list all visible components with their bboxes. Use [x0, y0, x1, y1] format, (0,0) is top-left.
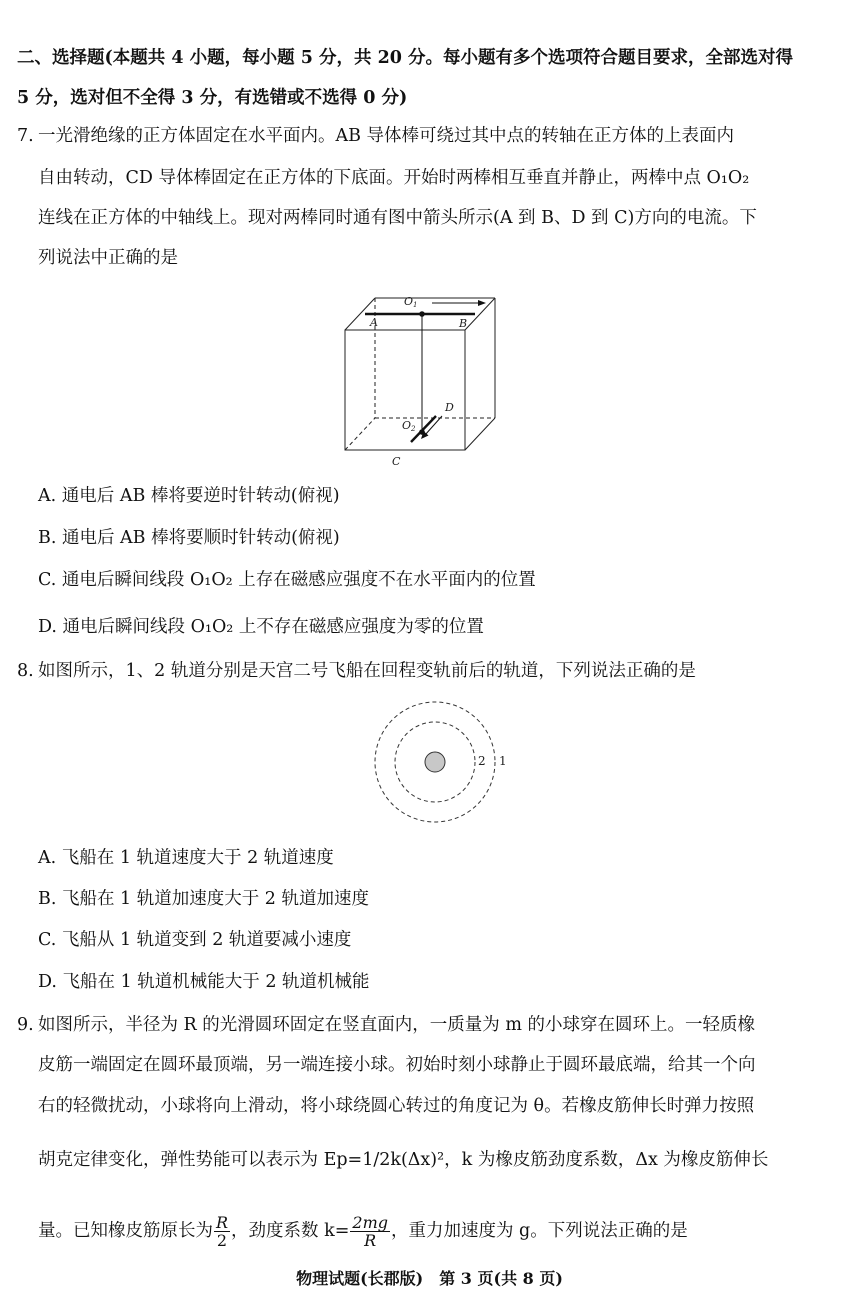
q9-text-line1: 如图所示，半径为 R 的光滑圆环固定在竖直面内，一质量为 m 的小球穿在圆环上。一轻质橡	[38, 1015, 756, 1035]
q9-text-line4: 胡克定律变化，弹性势能可以表示为 Ep=1/2k(Δx)²，k 为橡皮筋劲度系数，Δx 为橡皮筋伸长	[38, 1150, 769, 1170]
label-D: D	[445, 401, 454, 414]
label-O2: O2	[402, 419, 416, 433]
q9-number: 9.	[17, 1015, 34, 1035]
section-header-line1: 二、选择题(本题共 4 小题，每小题 5 分，共 20 分。每小题有多个选项符合题目要求，全部选对得	[17, 48, 794, 68]
q7-option-a: A. 通电后 AB 棒将要逆时针转动(俯视)	[38, 486, 340, 506]
q8-number: 8.	[17, 661, 34, 681]
q9-text-line3: 右的轻微扰动，小球将向上滑动，将小球绕圆心转过的角度记为 θ。若橡皮筋伸长时弹力按照	[38, 1096, 755, 1116]
label-A: A	[370, 316, 378, 329]
earth	[425, 752, 445, 772]
q7-number: 7.	[17, 126, 34, 146]
q7-option-b: B. 通电后 AB 棒将要顺时针转动(俯视)	[38, 528, 340, 548]
q7-option-d: D. 通电后瞬间线段 O₁O₂ 上不存在磁感应强度为零的位置	[38, 617, 484, 637]
q8-option-a: A. 飞船在 1 轨道速度大于 2 轨道速度	[38, 848, 334, 868]
q7-text-line4: 列说法中正确的是	[38, 248, 178, 268]
q7-text-line2: 自由转动，CD 导体棒固定在正方体的下底面。开始时两棒相互垂直并静止，两棒中点 O₁O₂	[38, 168, 750, 188]
cube-front-face	[345, 330, 465, 450]
q8-option-b: B. 飞船在 1 轨道加速度大于 2 轨道加速度	[38, 889, 370, 909]
q9-text-line5: 量。已知橡皮筋原长为 $\frac{R}{2}$ ，劲度系数 k= $\frac{2mg}{R}$ ，重力加速度为 g。下列说法正确的是	[38, 1213, 688, 1250]
q9-text-line2: 皮筋一端固定在圆环最顶端，另一端连接小球。初始时刻小球静止于圆环最底端，给其一个向	[38, 1055, 756, 1075]
orbit-label-1: 1	[499, 754, 507, 768]
orbit-figure	[370, 698, 515, 828]
fraction-2mg-over-r: $\frac{2mg}{R}$	[352, 1213, 388, 1250]
page-footer: 物理试题(长郡版) 第 3 页(共 8 页)	[296, 1269, 563, 1288]
fraction-r-over-2: $\frac{R}{2}$	[216, 1213, 229, 1250]
label-O1: O1	[404, 295, 418, 309]
q7-text-line3: 连线在正方体的中轴线上。现对两棒同时通有图中箭头所示(A 到 B、D 到 C)方向的电流。下	[38, 208, 757, 228]
elastic-energy-formula: Ep=1/2k(Δx)²	[323, 1150, 445, 1170]
q8-text-line1: 如图所示，1、2 轨道分别是天宫二号飞船在回程变轨前后的轨道，下列说法正确的是	[38, 661, 696, 681]
section-header-line2: 5 分，选对但不全得 3 分，有选错或不选得 0 分)	[17, 88, 408, 108]
q8-option-d: D. 飞船在 1 轨道机械能大于 2 轨道机械能	[38, 972, 370, 992]
label-B: B	[459, 317, 468, 330]
orbit-label-2: 2	[478, 754, 486, 768]
q8-option-c: C. 飞船从 1 轨道变到 2 轨道要减小速度	[38, 930, 352, 950]
label-C: C	[392, 455, 401, 468]
cube-figure	[330, 288, 530, 473]
q7-text-line1: 一光滑绝缘的正方体固定在水平面内。AB 导体棒可绕过其中点的转轴在正方体的上表面内	[38, 126, 735, 146]
q7-option-c: C. 通电后瞬间线段 O₁O₂ 上存在磁感应强度不在水平面内的位置	[38, 570, 536, 590]
